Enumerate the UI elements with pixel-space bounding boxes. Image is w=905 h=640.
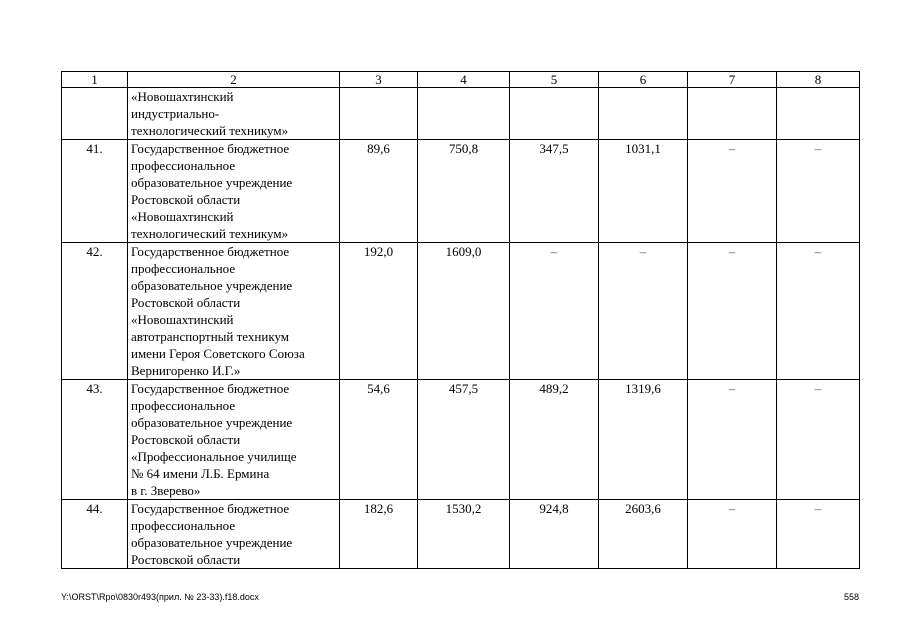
name-line: образовательное учреждение (131, 415, 293, 430)
column-header: 5 (510, 72, 599, 88)
column-header: 4 (418, 72, 510, 88)
cell-empty (599, 88, 688, 140)
column-header: 3 (340, 72, 418, 88)
cell-col3: 89,6 (340, 140, 418, 243)
name-line: «Новошахтинский (131, 209, 234, 224)
cell-col4: 457,5 (418, 380, 510, 500)
cell-col5: 489,2 (510, 380, 599, 500)
cell-col6: 1031,1 (599, 140, 688, 243)
cell-empty (510, 88, 599, 140)
cell-col6: 2603,6 (599, 500, 688, 569)
cell-col3: 182,6 (340, 500, 418, 569)
cell-col6: 1319,6 (599, 380, 688, 500)
column-header: 6 (599, 72, 688, 88)
table-row (62, 380, 860, 500)
cell-empty (688, 88, 777, 140)
row-number: 43. (62, 380, 128, 500)
cell-col7: – (688, 243, 777, 380)
name-line: технологический техникум» (131, 226, 289, 241)
cell-col3: 54,6 (340, 380, 418, 500)
name-line: «Профессиональное училище (131, 449, 297, 464)
name-line: «Новошахтинский (131, 89, 234, 104)
column-header: 1 (62, 72, 128, 88)
name-line: Вернигоренко И.Г.» (131, 363, 241, 378)
institution-name (128, 243, 340, 380)
cell-empty (340, 88, 418, 140)
table-row (62, 243, 860, 380)
name-line: профессиональное (131, 261, 236, 276)
name-line: Государственное бюджетное (131, 141, 290, 156)
name-line: Ростовской области (131, 192, 241, 207)
cell-col4: 1609,0 (418, 243, 510, 380)
name-line: образовательное учреждение (131, 535, 293, 550)
name-line: профессиональное (131, 398, 236, 413)
header-row (62, 72, 860, 88)
name-line: образовательное учреждение (131, 175, 293, 190)
name-line: Государственное бюджетное (131, 244, 290, 259)
institution-name (128, 500, 340, 569)
cell-col8: – (777, 243, 860, 380)
name-line: Ростовской области (131, 552, 241, 567)
name-line: профессиональное (131, 158, 236, 173)
cell-col8: – (777, 140, 860, 243)
row-number: 44. (62, 500, 128, 569)
cell-col8: – (777, 500, 860, 569)
column-header: 7 (688, 72, 777, 88)
cell-col7: – (688, 380, 777, 500)
cell-col7: – (688, 140, 777, 243)
institution-name (128, 380, 340, 500)
column-header: 8 (777, 72, 860, 88)
cell-col3: 192,0 (340, 243, 418, 380)
cell-empty (777, 88, 860, 140)
row-number: 41. (62, 140, 128, 243)
name-line: Государственное бюджетное (131, 501, 290, 516)
name-line: образовательное учреждение (131, 278, 293, 293)
name-line: профессиональное (131, 518, 236, 533)
table-row (62, 140, 860, 243)
page-number: 558 (843, 592, 859, 602)
footer-file-path: Y:\ORST\Rpo\0830r493(прил. № 23-33).f18.docx (61, 592, 259, 602)
table-row-continuation (62, 88, 860, 140)
name-line: автотранспортный техникум (131, 329, 290, 344)
institution-name (128, 140, 340, 243)
cell-col5: 924,8 (510, 500, 599, 569)
cell-empty (418, 88, 510, 140)
column-header: 2 (128, 72, 340, 88)
row-number: 42. (62, 243, 128, 380)
name-line: технологический техникум» (131, 123, 289, 138)
name-line: Государственное бюджетное (131, 381, 290, 396)
cell-col6: – (599, 243, 688, 380)
name-line: в г. Зверево» (131, 483, 201, 498)
data-table (61, 71, 860, 569)
name-line: № 64 имени Л.Б. Ермина (131, 466, 270, 481)
cell-col7: – (688, 500, 777, 569)
row-number (62, 88, 128, 140)
cell-col5: – (510, 243, 599, 380)
name-line: Ростовской области (131, 432, 241, 447)
cell-col4: 750,8 (418, 140, 510, 243)
name-line: имени Героя Советского Союза (131, 346, 305, 361)
institution-name (128, 88, 340, 140)
cell-col8: – (777, 380, 860, 500)
name-line: «Новошахтинский (131, 312, 234, 327)
table-row (62, 500, 860, 569)
cell-col5: 347,5 (510, 140, 599, 243)
cell-col4: 1530,2 (418, 500, 510, 569)
name-line: индустриально- (131, 106, 220, 121)
name-line: Ростовской области (131, 295, 241, 310)
